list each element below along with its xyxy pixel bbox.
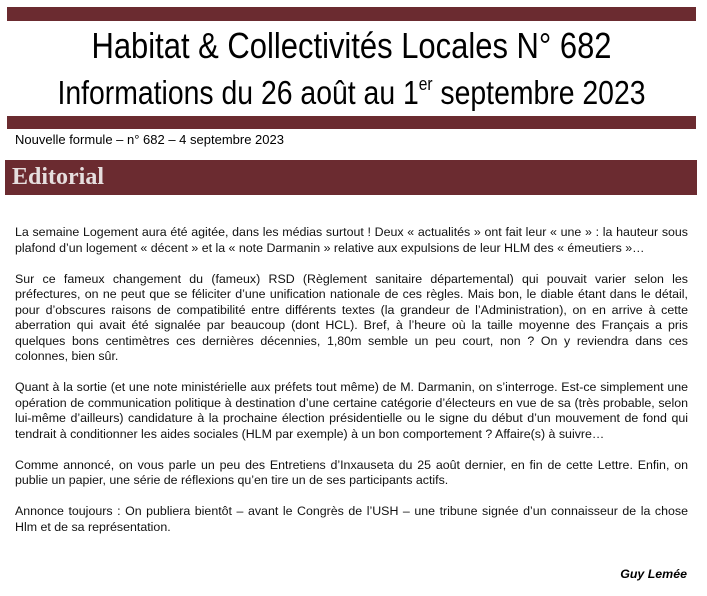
subtitle-suffix: septembre 2023 [432, 74, 646, 111]
editorial-paragraph-3: Quant à la sortie (et une note ministérielle aux préfets tout même) de M. Darmanin, on s’interroge. Est-ce simplement une opération de communication politique à destination d’une certaine catégorie d’électeurs en vue de sa (très probable, selon lui-même d’ailleurs) candidature à la prochaine élection présidentielle ou le signe du début d’un mouvement de fond qui tendrait à conditionner les aides sociales (HLM par exemple) à un bon comportement ? Affaire(s) à suivre… [15, 380, 688, 441]
newsletter-subtitle [55, 72, 648, 114]
editorial-paragraph-1: La semaine Logement aura été agitée, dans les médias surtout ! Deux « actualités » ont fait leur « une » : la hauteur sous plafond d’un logement « décent » et la « note Darmanin » relative aux expulsions de leur HLM des « émeutiers »… [15, 225, 688, 255]
subtitle-superscript: er [418, 74, 433, 94]
newsletter-title: Habitat & Collectivités Locales N° 682 [91, 25, 612, 66]
editorial-paragraph-5: Annonce toujours : On publiera bientôt – avant le Congrès de l’USH – une tribune signée d’un connaisseur de la chose Hlm et de sa représentation. [15, 504, 688, 534]
top-rule [7, 7, 696, 21]
editorial-paragraph-4: Comme annoncé, on vous parle un peu des Entretiens d’Inxauseta du 25 août dernier, en fin de cette Lettre. Enfin, on publie un papier, une série de réflexions qu’en tire un de ses participants actifs. [15, 457, 688, 487]
author-signature: Guy Lemée [620, 567, 687, 581]
editorial-paragraph-2: Sur ce fameux changement du (fameux) RSD (Règlement sanitaire départemental) qui pouvait varier selon les préfectures, on ne peut que se féliciter d’une unification nationale de ces règles. Mais bon, le diable étant dans le détail, pour d’obscures raisons de compatibilité entre différents textes (la grandeur de l’Administration), on en arrive à cette aberration qui avait été signalée par beaucoup (dont HCL). Bref, à l’heure où la taille moyenne des Français a pris quelques bons centimètres ces dernières décennies, 1,80m semble un peu court, non ? On y reviendra dans ces colonnes, bien sûr. [15, 271, 688, 363]
subtitle-prefix: Informations du 26 août au 1 [57, 74, 419, 111]
section-title: Editorial [12, 164, 105, 190]
editorial-body [15, 225, 688, 551]
issue-line: Nouvelle formule – n° 682 – 4 septembre 2023 [15, 132, 284, 147]
middle-rule [7, 116, 696, 129]
section-header-bar [5, 160, 697, 195]
